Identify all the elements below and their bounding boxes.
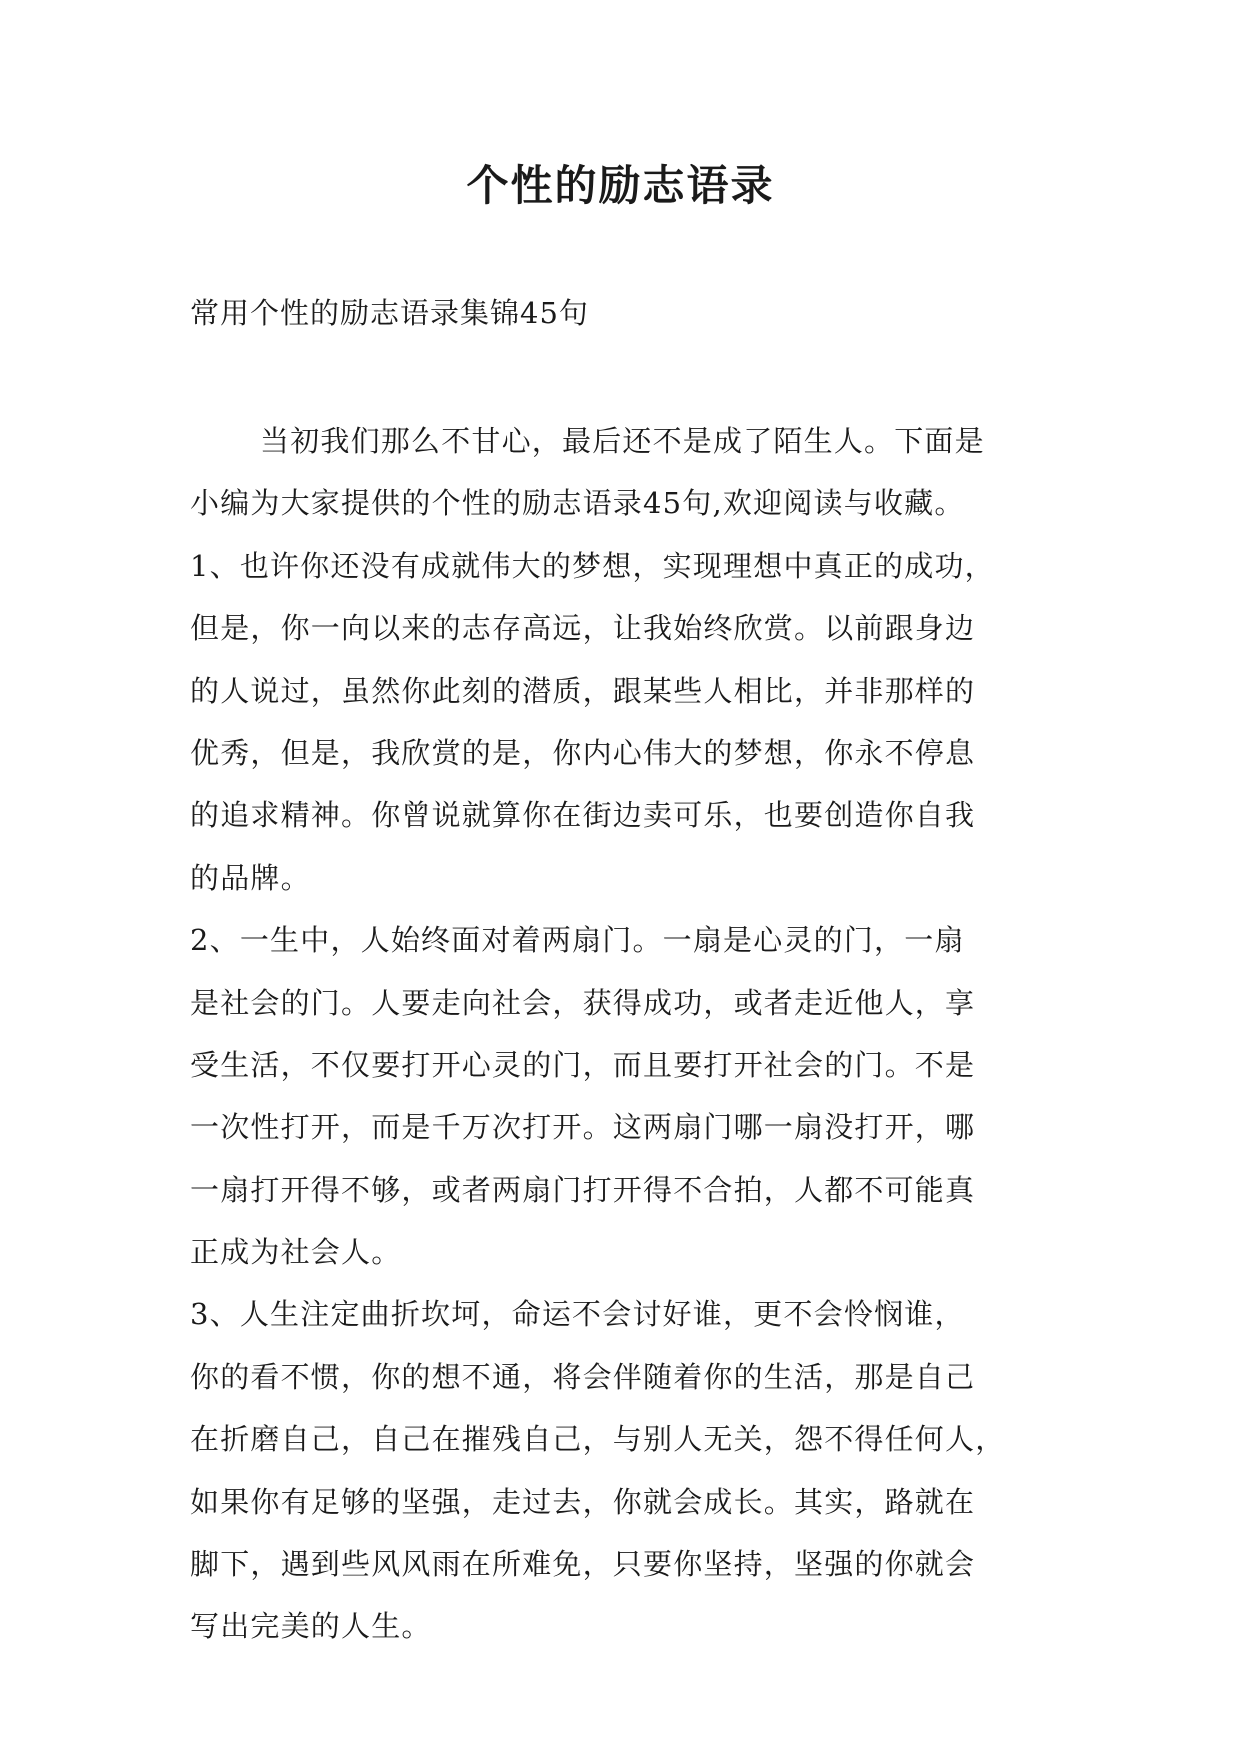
body-line: 写出完美的人生。 xyxy=(190,1609,432,1644)
body-line: 是社会的门。人要走向社会，获得成功，或者走近他人，享 xyxy=(190,985,976,1020)
body-line: 的品牌。 xyxy=(190,860,311,895)
document-title: 个性的励志语录 xyxy=(466,161,775,210)
body-line: 3、人生注定曲折坎坷，命运不会讨好谁，更不会怜悯谁， xyxy=(190,1297,965,1332)
body-line: 的人说过，虽然你此刻的潜质，跟某些人相比，并非那样的 xyxy=(190,673,976,708)
document-subtitle: 常用个性的励志语录集锦45句 xyxy=(190,296,589,330)
body-line: 但是，你一向以来的志存高远，让我始终欣赏。以前跟身边 xyxy=(190,611,976,646)
document-body xyxy=(190,410,1080,1658)
body-line: 小编为大家提供的个性的励志语录45句,欢迎阅读与收藏。 xyxy=(190,486,965,521)
body-line: 一次性打开，而是千万次打开。这两扇门哪一扇没打开，哪 xyxy=(190,1110,976,1145)
body-line: 脚下，遇到些风风雨在所难免，只要你坚持，坚强的你就会 xyxy=(190,1547,976,1582)
body-line: 受生活，不仅要打开心灵的门，而且要打开社会的门。不是 xyxy=(190,1047,976,1082)
body-line: 在折磨自己，自己在摧残自己，与别人无关，怨不得任何人， xyxy=(190,1422,1006,1457)
body-line: 当初我们那么不甘心，最后还不是成了陌生人。下面是 xyxy=(260,424,985,458)
body-line: 优秀，但是，我欣赏的是，你内心伟大的梦想，你永不停息 xyxy=(190,735,976,770)
body-line: 如果你有足够的坚强，走过去，你就会成长。其实，路就在 xyxy=(190,1484,976,1519)
body-line: 的追求精神。你曾说就算你在街边卖可乐，也要创造你自我 xyxy=(190,798,976,833)
body-line: 1、也许你还没有成就伟大的梦想，实现理想中真正的成功， xyxy=(190,548,995,583)
body-line: 你的看不惯，你的想不通，将会伴随着你的生活，那是自己 xyxy=(190,1359,976,1394)
body-line: 2、一生中，人始终面对着两扇门。一扇是心灵的门，一扇 xyxy=(190,923,965,958)
body-line: 正成为社会人。 xyxy=(190,1235,402,1270)
body-line: 一扇打开得不够，或者两扇门打开得不合拍，人都不可能真 xyxy=(190,1172,976,1207)
